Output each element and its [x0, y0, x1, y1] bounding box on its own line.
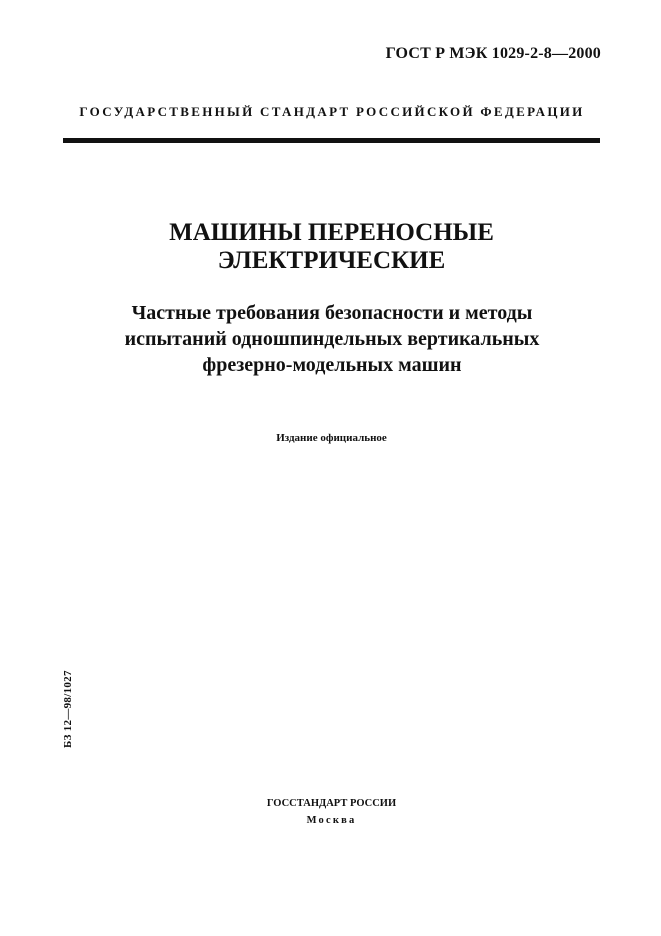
- subtitle-line-2: испытаний одношпиндельных вертикальных: [124, 328, 540, 350]
- publisher-name: ГОССТАНДАРТ РОССИИ: [266, 798, 397, 809]
- subtitle-line-1: Частные требования безопасности и методы: [131, 302, 533, 324]
- document-subtitle: [80, 300, 584, 378]
- side-registration-code: БЗ 12—98/1027: [62, 670, 74, 748]
- publisher-block: [63, 795, 600, 829]
- document-title: [63, 219, 600, 275]
- header-divider: [63, 138, 600, 143]
- publisher-city: Москва: [306, 815, 357, 826]
- document-code: ГОСТ Р МЭК 1029-2-8—2000: [385, 45, 601, 62]
- agency-heading: ГОСУДАРСТВЕННЫЙ СТАНДАРТ РОССИЙСКОЙ ФЕДЕРАЦИИ: [79, 104, 585, 119]
- edition-note: Издание официальное: [276, 432, 387, 444]
- title-line-1: МАШИНЫ ПЕРЕНОСНЫЕ: [169, 219, 494, 246]
- subtitle-line-3: фрезерно-модельных машин: [202, 354, 462, 376]
- title-line-2: ЭЛЕКТРИЧЕСКИЕ: [217, 247, 446, 274]
